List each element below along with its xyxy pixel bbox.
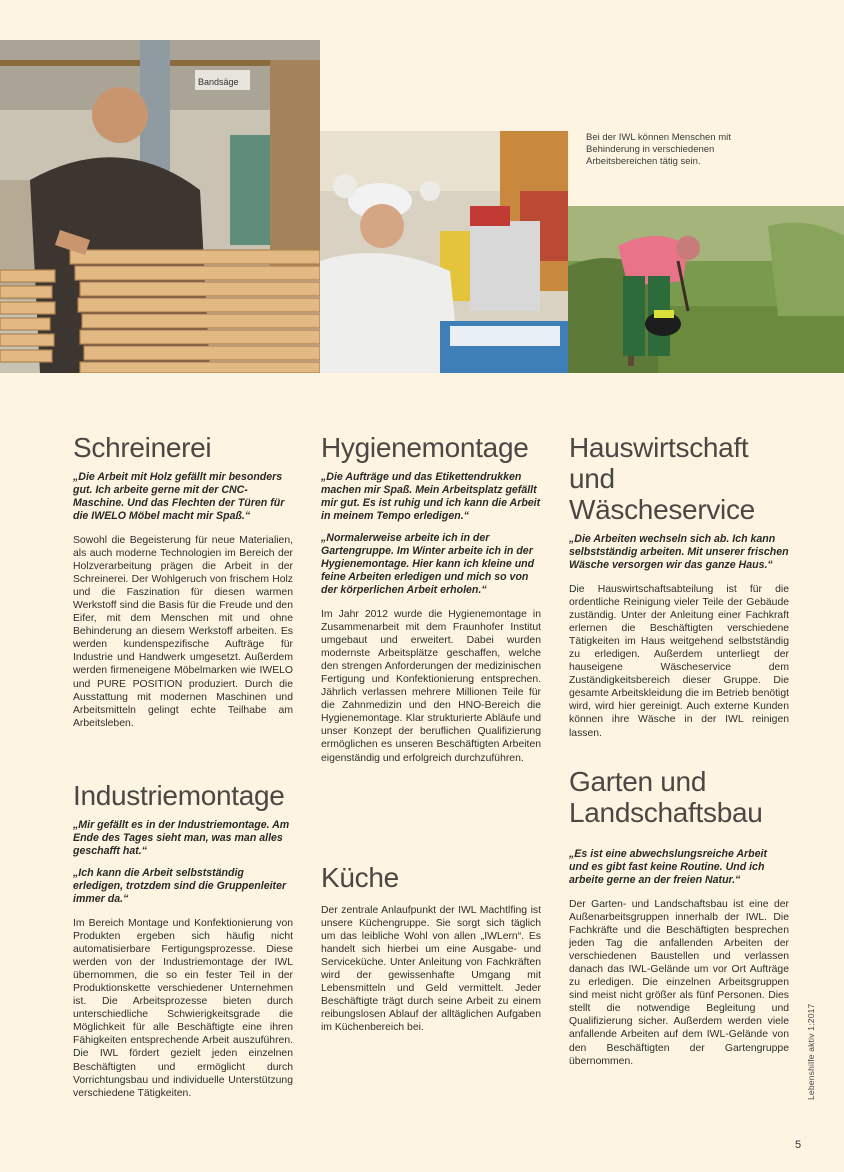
page-number: 5 xyxy=(795,1139,802,1151)
photo-garten xyxy=(568,206,844,373)
quote: „Normalerweise arbeite ich in der Gartengruppe. Im Winter arbeite ich in der Hygienemontage. Hier kann ich kleine und feine Arbeiten erledigen und mich so von der körperlichen Arbeit erholen.“ xyxy=(321,532,535,596)
photo-caption: Bei der IWL können Menschen mit Behinderung in verschiedenen Arbeitsbereichen tätig sein. xyxy=(586,132,731,167)
publication-note: Lebenshilfe aktiv 1:2017 xyxy=(806,1003,816,1100)
heading-hygienemontage: Hygienemontage xyxy=(321,432,529,463)
section-schreinerei xyxy=(73,432,293,730)
body-text: Der zentrale Anlaufpunkt der IWL Machtlfing ist unsere Küchengruppe. Sie sorgt sich täglich um das leibliche Wohl von allen „IWLern“. Es handelt sich hierbei um eine Ausgabe- und Serviceküche. Unter Anleitung von Fachkräften wird der gewissenhafte Umgang mit Lebensmitteln und Geld vermittelt. Jeder Beschäftigte trägt durch seine Arbeit zu einem reibungslosen Ablauf der alltäglichen Aufgaben im Küchenbereich bei. xyxy=(321,905,541,1034)
photo-woodshop xyxy=(0,40,320,373)
heading-industriemontage: Industriemontage xyxy=(73,780,285,811)
quote: „Die Arbeiten wechseln sich ab. Ich kann selbstständig arbeiten. Mit unserer frischen Wäsche versorgen wir das ganze Haus.“ xyxy=(569,533,789,571)
body-text: Im Jahr 2012 wurde die Hygienemontage in Zusammenarbeit mit dem Fraunhofer Institut umgebaut und erweitert. Dabei wurden modernste Arbeitsplätze geschaffen, welche den strengen Anforderungen der medizinischen Fertigung und Konfektionierung entsprechen. Jährlich verlassen mehrere Millionen Teile für die Zahnmedizin und den HNO-Bereich die Hygienemontage. Klar strukturierte Abläufe und unser Konzept der beruflichen Qualifizierung ermöglichen es unseren Beschäftigten Arbeiten eigenständig und erfolgreich durchzuführen. xyxy=(321,609,541,764)
heading-line: und Wäscheservice xyxy=(569,463,755,525)
quote: „Ich kann die Arbeit selbstständig erledigen, trotzdem sind die Gruppenleiter immer da.“ xyxy=(73,867,287,905)
section-industriemontage xyxy=(73,780,293,1100)
section-hauswirtschaft xyxy=(569,432,789,740)
heading-garten xyxy=(569,766,789,828)
heading-schreinerei: Schreinerei xyxy=(73,432,212,463)
quote: „Die Aufträge und das Etikettendrukken machen mir Spaß. Mein Arbeitsplatz gefällt mir gut. Es ist ruhig und ich kann die Arbeit in meinem Tempo erledigen.“ xyxy=(321,471,541,522)
heading-line: Hauswirtschaft xyxy=(569,432,749,463)
heading-hauswirtschaft xyxy=(569,432,789,525)
body-text: Der Garten- und Landschaftsbau ist eine der Außenarbeitsgruppen innerhalb der IWL. Die Fachkräfte und die Beschäftigten besprechen jeden Tag die anfallenden Arbeiten der verschiedenen Baustellen und verlassen danach das IWL-Gelände um vor Ort Aufträge zu erledigen. Die einzelnen Arbeitsgruppen sind meist nicht größer als fünf Personen. Dies stellt die notwendige Begleitung und Qualifizierung sicher. Außerdem werden viele anfallende Arbeiten auf dem IWL-Gelände von den Beschäftigten der Gartengruppe übernommen. xyxy=(569,899,789,1067)
photo-hygienemontage xyxy=(320,131,568,373)
heading-line: Garten und xyxy=(569,766,707,797)
section-kueche xyxy=(321,862,541,1034)
quote: „Es ist eine abwechslungsreiche Arbeit und es gibt fast keine Routine. Und ich arbeite gerne an der freien Natur.“ xyxy=(569,848,768,886)
quote: „Die Arbeit mit Holz gefällt mir besonders gut. Ich arbeite gerne mit der CNC-Maschine. Und das Flechten der Türen für die IWELO Möbel macht mir Spaß.“ xyxy=(73,471,285,522)
heading-kueche: Küche xyxy=(321,862,399,893)
body-text: Im Bereich Montage und Konfektionierung von Produkten ergeben sich häufig nicht automatisierbare Fertigungsprozesse. Diese werden von der Industriemontage der IWL übernommen, die so ein fester Teil in der Produktionskette verschiedener Unternehmen ist. Die Arbeitsprozesse bieten durch unterschiedliche Schwierigkeitsgrade die Möglichkeit für alle Beschäftigte eine ihren Fähigkeiten entsprechende Arbeit auszuführen. Die IWL fördert gezielt jeden einzelnen Beschäftigten und ermöglicht durch Vorrichtungsbau und individuelle Unterstützung verschiedene Tätigkeiten. xyxy=(73,918,293,1099)
quote: „Mir gefällt es in der Industriemontage. Am Ende des Tages sieht man, was man alles geschafft hat.“ xyxy=(73,819,290,857)
section-garten xyxy=(569,766,789,1068)
body-text: Die Hauswirtschaftsabteilung ist für die ordentliche Reinigung vieler Teile der Gebäude zuständig. Unter der Anleitung einer Fachkraft erlernen die Beschäftigten verschiedene Tätigkeiten im Haus weitgehend selbstständig zu erledigen. Außerdem unterliegt der hauseigene Wäscheservice dem Zuständigkeitsbereich dieser Gruppe. Die gesamte Arbeitskleidung die im Betrieb benötigt wird, wird hier gereinigt. Auch externe Kunden können ihre Wäsche in der IWL reinigen lassen. xyxy=(569,584,789,739)
section-hygienemontage xyxy=(321,432,541,765)
sign-bandsaege: Bandsäge xyxy=(198,77,239,87)
heading-line: Landschaftsbau xyxy=(569,797,763,828)
body-text: Sowohl die Begeisterung für neue Materialien, als auch moderne Technologien im Bereich der Holzverarbeitung prägen die Arbeit in der Schreinerei. Der Wohlgeruch von frischem Holz und die Faszination für diesen warmen Werkstoff sind die Basis für die Freude und den Eifer, mit dem Menschen mit und ohne Behinderung an diesem Werkstoff arbeiten. Es werden kundenspezifische Aufträge für Industrie und Handwerk umgesetzt. Außerdem werden firmeneigene Möbelmarken wie IWELO und PURE POSITION produziert. Durch die Ausstattung mit modernen Maschinen und Arbeitsmitteln gelingt echte Teilhabe am Arbeitsleben. xyxy=(73,535,293,729)
